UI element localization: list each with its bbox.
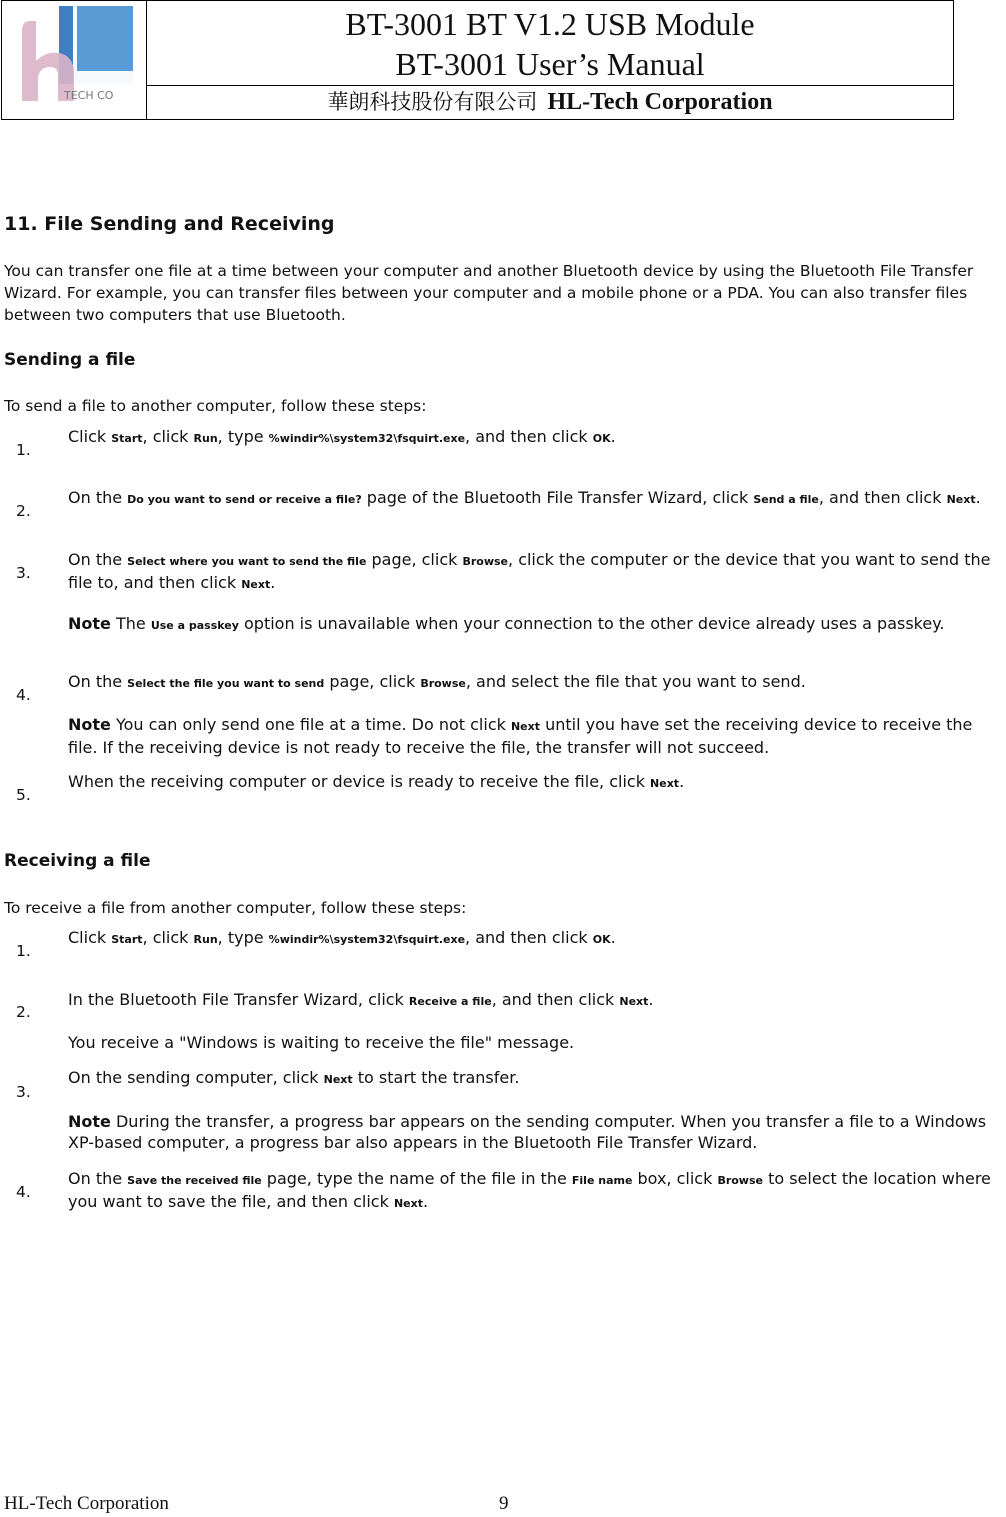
ui-label: Next [393,1197,423,1210]
recv-step-3-number: 3. [16,1083,31,1101]
company-name-en: HL-Tech Corporation [547,89,773,115]
logo-cell [2,1,147,120]
ui-label: Select the file you want to send [127,677,325,690]
company-name-cjk: 華朗科技股份有限公司 [327,90,538,114]
recv-step-2-extra: You receive a "Windows is waiting to receive the file" message. [68,1033,575,1052]
ui-label: Browse [420,677,466,690]
recv-step-2: In the Bluetooth File Transfer Wizard, click Receive a file, and then click Next. [68,990,654,1009]
send-step-1: Click Start, click Run, type %windir%\system32\fsquirt.exe, and then click OK. [68,427,616,446]
section-title: 11. File Sending and Receiving [4,213,335,235]
send-step-3-number: 3. [16,564,31,582]
hl-tech-logo [2,1,146,119]
ui-label: Next [323,1073,353,1086]
recv-step-1: Click Start, click Run, type %windir%\system32\fsquirt.exe, and then click OK. [68,928,616,947]
send-step-2: On the Do you want to send or receive a file? page of the Bluetooth File Transfer Wizard, click Send a file, and then click Next. [68,488,981,507]
ui-label: Select where you want to send the file [127,555,367,568]
sending-title: Sending a file [4,350,136,370]
logo-text: TECH CO [64,89,114,102]
title-line-2: BT-3001 User’s Manual [395,46,705,82]
header-table [1,0,954,120]
footer-company: HL-Tech Corporation [4,1493,169,1514]
title-line-1: BT-3001 BT V1.2 USB Module [345,6,755,42]
ui-label: Do you want to send or receive a file? [127,493,362,506]
recv-step-4-number: 4. [16,1183,31,1201]
ui-label: Browse [717,1174,763,1187]
send-step-1-number: 1. [16,441,31,459]
recv-step-3: On the sending computer, click Next to start the transfer. [68,1068,520,1087]
ui-label: Start [111,933,143,946]
send-step-5: When the receiving computer or device is ready to receive the file, click Next. [68,772,685,791]
company-name [147,86,953,120]
ui-label: OK [592,432,611,445]
recv-step-3-note: Note During the transfer, a progress bar appears on the sending computer. When you transfer a file to a Windows XP-based computer, a progress bar also appears in the Bluetooth File Transfer Wizard. [68,1112,987,1152]
ui-label: Next [650,777,680,790]
ui-label: Next [619,995,649,1008]
section-intro: You can transfer one file at a time between your computer and another Bluetooth device by using the Bluetooth File Transfer Wizard. For example, you can transfer files between your computer and a mobile phone or a PDA. You can also transfer files between two computers that use Bluetooth. [4,262,974,324]
ui-label: Next [946,493,976,506]
ui-label: Use a passkey [150,619,239,632]
send-step-4-note: Note You can only send one file at a time. Do not click Next until you have set the receiving device to receive the file. If the receiving device is not ready to receive the file, the transfer will not succeed. [68,715,973,757]
ui-label: Save the received file [127,1174,262,1187]
send-step-5-number: 5. [16,786,31,804]
ui-label: Browse [462,555,509,568]
send-step-3: On the Select where you want to send the file page, click Browse, click the computer or the device that you want to send the file to, and then click Next. [68,550,991,592]
sending-intro: To send a file to another computer, follow these steps: [4,397,427,415]
ui-label: Run [193,432,218,445]
ui-label: Send a file [753,493,819,506]
ui-label: OK [592,933,611,946]
document-title [147,1,953,86]
send-step-4: On the Select the file you want to send page, click Browse, and select the file that you want to send. [68,672,806,691]
page-number: 9 [499,1493,509,1514]
send-step-2-number: 2. [16,502,31,520]
send-step-3-note: Note The Use a passkey option is unavailable when your connection to the other device already uses a passkey. [68,614,945,633]
ui-label: %windir%\system32\fsquirt.exe [268,432,466,445]
recv-step-1-number: 1. [16,942,31,960]
ui-label: %windir%\system32\fsquirt.exe [268,933,466,946]
ui-label: Next [510,720,540,733]
ui-label: File name [571,1174,633,1187]
receiving-intro: To receive a file from another computer, follow these steps: [4,899,467,917]
send-step-4-number: 4. [16,686,31,704]
ui-label: Run [193,933,218,946]
recv-step-2-number: 2. [16,1003,31,1021]
receiving-title: Receiving a file [4,851,151,871]
ui-label: Start [111,432,143,445]
ui-label: Next [241,578,271,591]
ui-label: Receive a file [408,995,492,1008]
recv-step-4: On the Save the received file page, type the name of the file in the File name box, click Browse to select the location where you want to save the file, and then click Next. [68,1169,991,1211]
